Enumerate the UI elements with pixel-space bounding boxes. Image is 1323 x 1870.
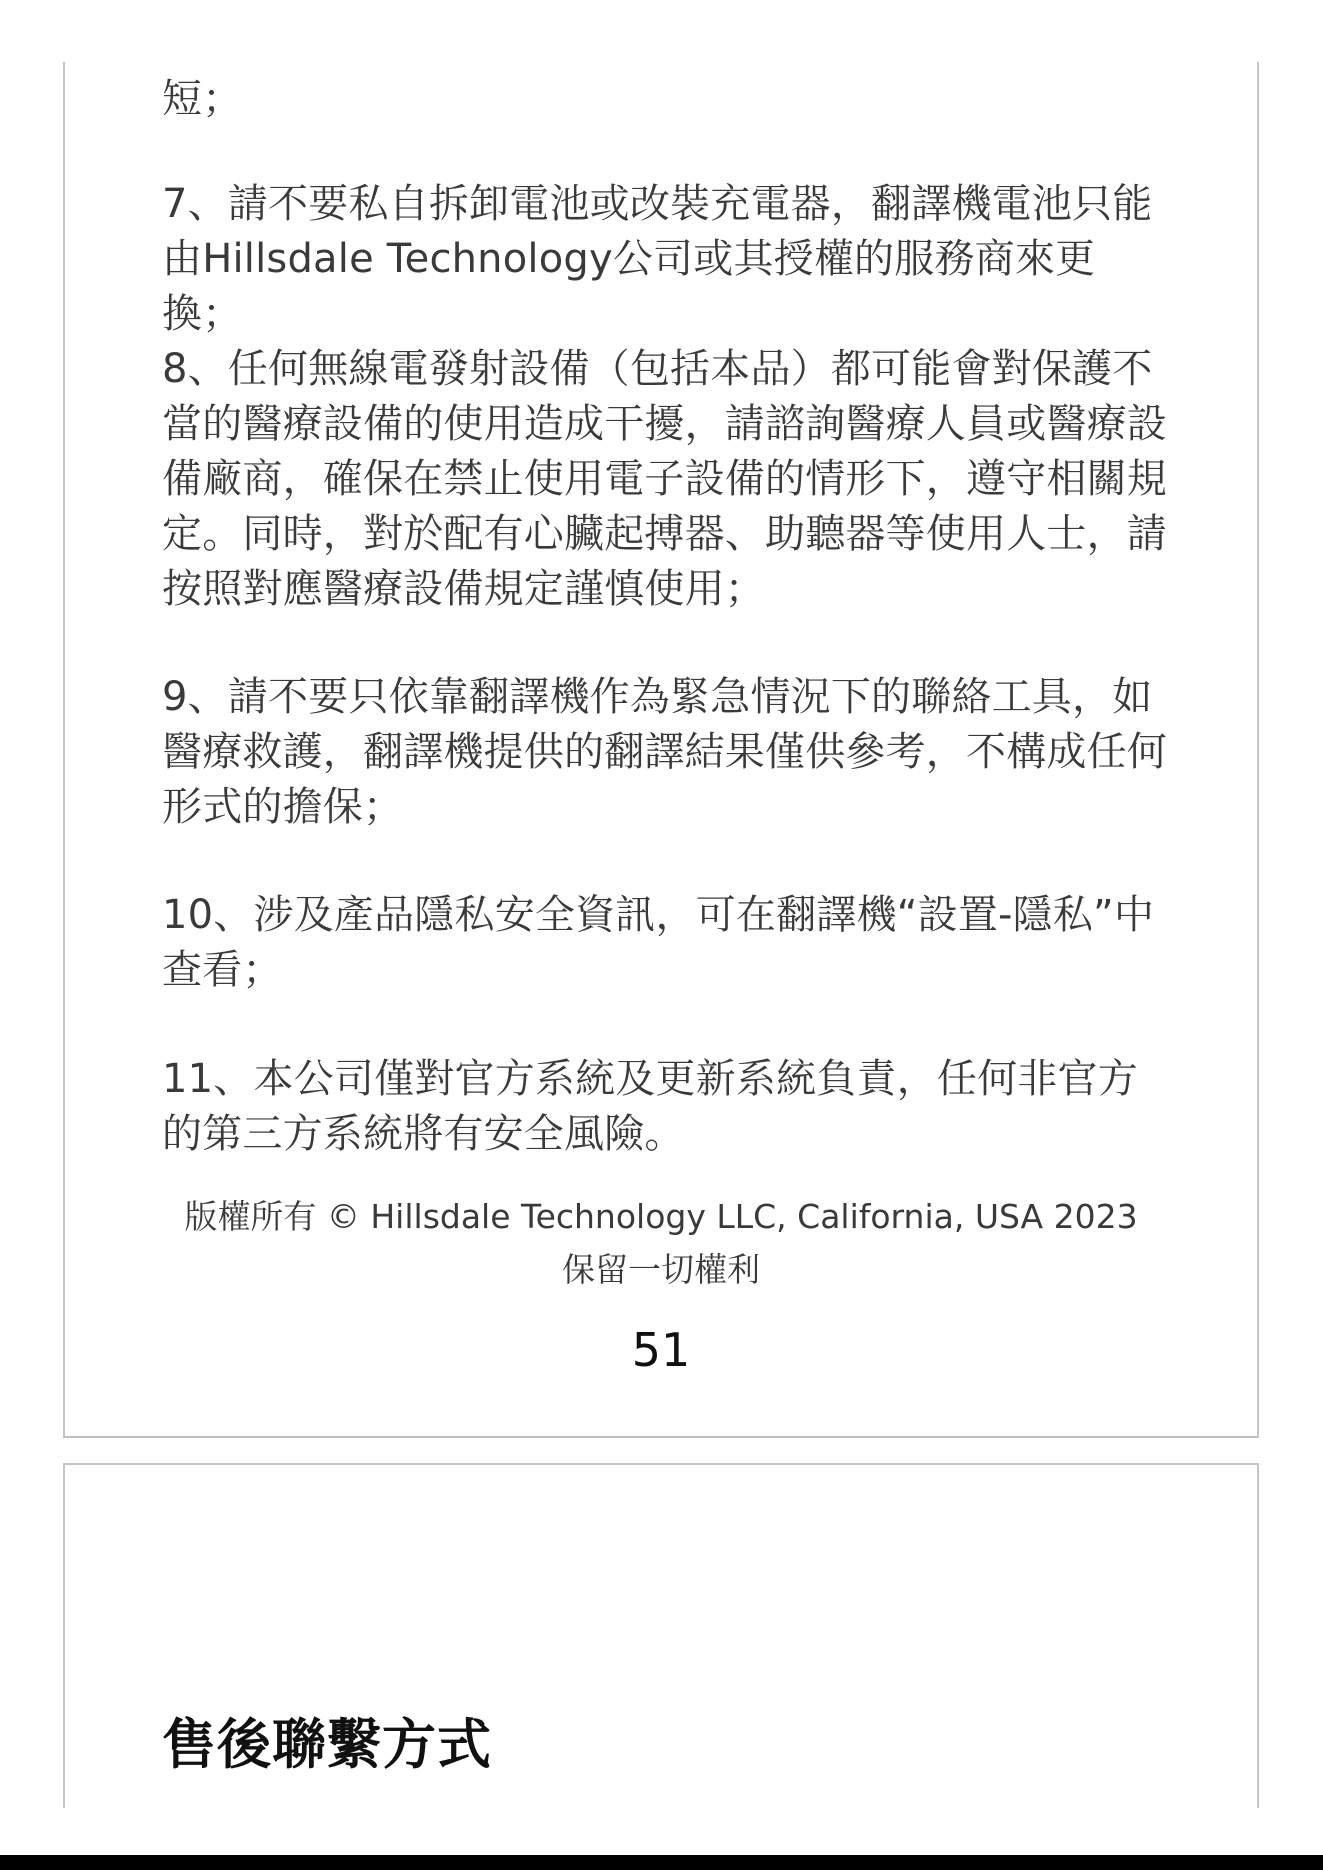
safety-item-11: 11、本公司僅對官方系統及更新系統負責，任何非官方的第三方系統將有安全風險。 (162, 1056, 1138, 1157)
page-number: 51 (631, 1323, 691, 1377)
paragraph-fragment: 短； (162, 76, 243, 122)
safety-item-7: 7、請不要私自拆卸電池或改裝充電器，翻譯機電池只能由Hillsdale Technology公司或其授權的服務商來更換； (162, 181, 1153, 337)
safety-item-8: 8、任何無線電發射設備（包括本品）都可能會對保護不當的醫療設備的使用造成干擾，請諮詢醫療人員或醫療設備廠商，確保在禁止使用電子設備的情形下，遵守相關規定。同時，對於配有心臟起搏器、助聽器等使用人士，請按照對應醫療設備規定謹慎使用； (162, 346, 1167, 612)
rights-reserved: 保留一切權利 (562, 1250, 760, 1289)
copyright-notice: 版權所有 © Hillsdale Technology LLC, California, USA 2023 (184, 1197, 1138, 1236)
section-heading: 售後聯繫方式 (162, 1713, 492, 1776)
manual-page-51 (63, 62, 1259, 1438)
manual-page-52 (63, 1463, 1259, 1808)
viewer-bottom-bar (0, 1855, 1323, 1870)
safety-item-9: 9、請不要只依靠翻譯機作為緊急情況下的聯絡工具，如醫療救護，翻譯機提供的翻譯結果僅供參考，不構成任何形式的擔保； (162, 674, 1167, 830)
safety-item-10: 10、涉及產品隱私安全資訊，可在翻譯機“設置-隱私”中查看； (162, 892, 1155, 993)
